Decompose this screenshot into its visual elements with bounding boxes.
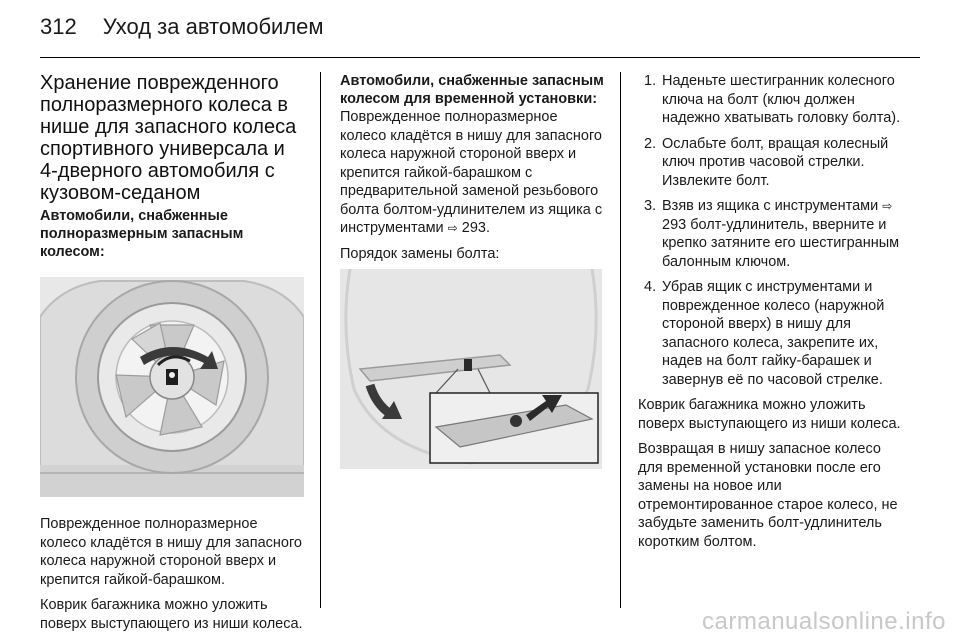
step-text-after: 293 болт-удлинитель, вверните и крепко затяните его шестигранным балонным ключом. bbox=[662, 216, 900, 270]
column-3 bbox=[638, 72, 906, 551]
column1-paragraph-2: Коврик багажника можно уложить поверх выступающего из ниши колеса. bbox=[40, 597, 303, 632]
column2-paragraph bbox=[340, 108, 604, 238]
arrow-reference-icon: ⇨ bbox=[882, 199, 893, 213]
step-item bbox=[638, 278, 906, 389]
arrow-reference-icon: ⇨ bbox=[447, 221, 458, 235]
step-item bbox=[638, 72, 906, 128]
column2-paragraph-text: Поврежденное полноразмерное колесо кладётся в нишу для запасного колеса наружной стороной вверх и крепится гайкой-барашком с предварительной заменой резьбового болта болтом-удлинителем из ящика с инструментами bbox=[340, 109, 603, 236]
step-number: 4. bbox=[644, 279, 657, 295]
column2-after-text: Порядок замены болта: bbox=[340, 245, 500, 262]
column-1 bbox=[40, 72, 304, 633]
watermark: carmanualsonline.info bbox=[702, 608, 946, 635]
step-text: Наденьте шестигранник колесного ключа на болт (ключ должен надежно хватывать головку болта). bbox=[662, 73, 901, 126]
column1-paragraph-1: Поврежденное полноразмерное колесо кладётся в нишу для запасного колеса наружной стороной вверх и крепится гайкой-барашком. bbox=[40, 516, 302, 588]
step-text: Убрав ящик с инструментами и поврежденное колесо (наружной стороной вверх) в нишу для запасного колеса, закрепите их, надев на болт гайку-барашек и завернув её по часовой стрелке. bbox=[662, 279, 885, 388]
column-2 bbox=[340, 72, 604, 469]
step-text bbox=[662, 197, 906, 271]
header-divider bbox=[40, 57, 920, 58]
bolt-replacement-illustration bbox=[340, 269, 602, 469]
column-divider-2 bbox=[620, 72, 621, 608]
step-text-before: Взяв из ящика с инструментами bbox=[662, 198, 879, 214]
page-number: 312 bbox=[40, 14, 77, 39]
step-number: 1. bbox=[644, 73, 657, 89]
spare-wheel-illustration bbox=[40, 277, 304, 497]
step-item bbox=[638, 135, 906, 191]
section-title: Хранение поврежденного полноразмерного колеса в нише для запасного колеса спортивного универсала и 4-дверного автомобиля с кузовом-седаном bbox=[40, 72, 297, 204]
column2-ref-page: 293. bbox=[461, 220, 490, 236]
page-header bbox=[40, 14, 324, 54]
step-number: 2. bbox=[644, 135, 657, 152]
column3-paragraph-1: Коврик багажника можно уложить поверх выступающего из ниши колеса. bbox=[638, 397, 901, 432]
step-item bbox=[638, 197, 906, 271]
column1-subheading: Автомобили, снабженные полноразмерным запасным колесом: bbox=[40, 208, 244, 260]
step-number: 3. bbox=[644, 198, 657, 214]
chapter-title: Уход за автомобилем bbox=[102, 14, 324, 39]
steps-list bbox=[638, 72, 906, 389]
column2-subheading: Автомобили, снабженные запасным колесом для временной установки: bbox=[340, 73, 604, 107]
step-text: Ослабьте болт, вращая колесный ключ против часовой стрелки. Извлеките болт. bbox=[662, 135, 889, 189]
spare-wheel-drawing bbox=[40, 277, 304, 497]
column-divider-1 bbox=[320, 72, 321, 608]
bolt-replacement-drawing bbox=[340, 269, 602, 469]
column3-paragraph-2: Возвращая в нишу запасное колесо для временной установки после его замены на новое или отремонтированное старое колесо, не забудьте заменить болт-удлинитель коротким болтом. bbox=[638, 441, 898, 550]
